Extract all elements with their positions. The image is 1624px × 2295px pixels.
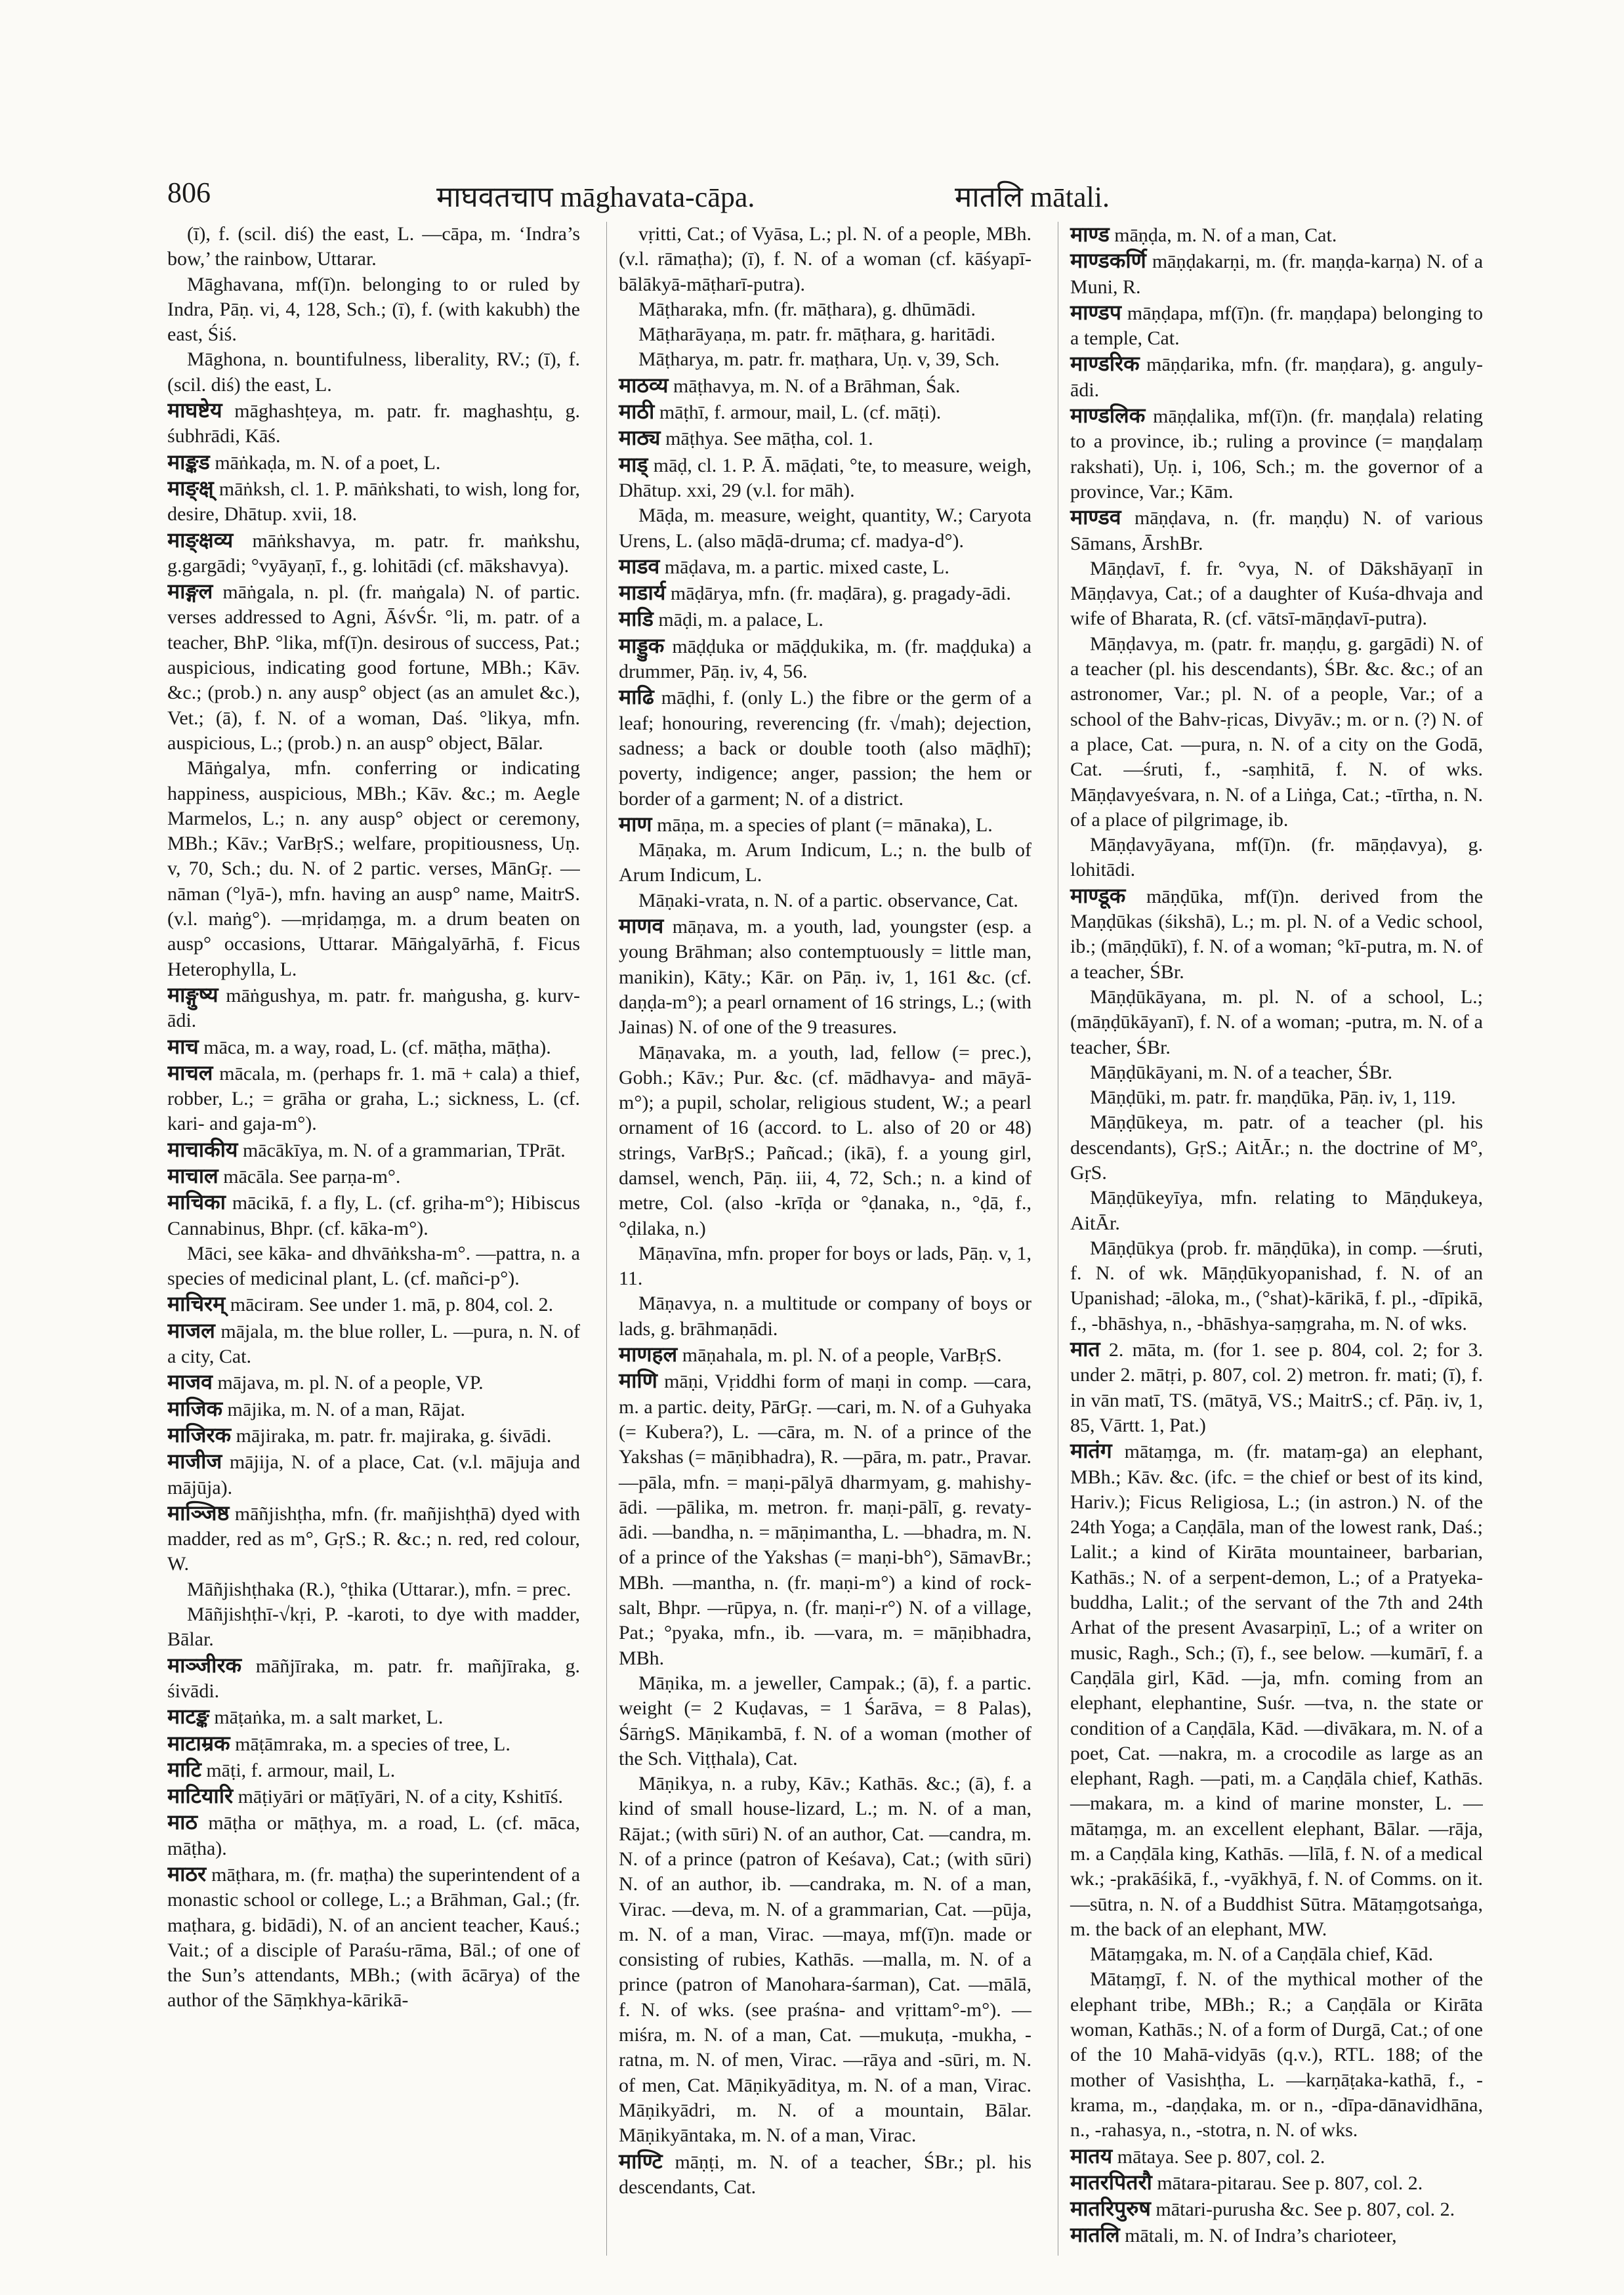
- dictionary-entry: [167, 1369, 580, 1396]
- devanagari-headword: माजिरक: [167, 1422, 232, 1447]
- devanagari-headword: मातरिपुरुष: [1070, 2196, 1151, 2222]
- devanagari-headword: माठर: [167, 1861, 207, 1886]
- entry-text: mātaya. See p. 807, col. 2.: [1117, 2145, 1325, 2168]
- entry-text: Māṇḍavya, m. (patr. fr. maṇḍu, g. gargādi) N. of a teacher (pl. his descendants), ŚBr. &c. &c.; of an astronomer, Var.; pl. N. of a people, Var.; of a school of the Bahv-ṛicas, Divyāv.; m. or n. (?) N. of a place, Cat. —pura, n. N. of a city on the Godā, Cat. —śruti, f., -saṃhitā, f. N. of wks. Māṇḍavyeśvara, n. N. of a Liṅga, Cat.; -tīrtha, n. N. of a place of pilgrimage, ib.: [1070, 632, 1483, 831]
- entry-text: māṅkshavya, m. patr. fr. maṅkshu, g.gargādi; °vyāyaṇī, f., g. lohitādi (cf. mākshavya).: [167, 529, 580, 577]
- devanagari-headword: माणहल: [619, 1342, 678, 1367]
- devanagari-headword: माचल: [167, 1060, 213, 1085]
- dictionary-entry: [1070, 2170, 1483, 2196]
- dictionary-entry: [619, 1241, 1031, 1292]
- dictionary-entry: [167, 272, 580, 348]
- dictionary-entry: [1070, 300, 1483, 352]
- page-number: 806: [167, 176, 211, 209]
- dictionary-entry: [619, 913, 1031, 1040]
- devanagari-headword: माजल: [167, 1317, 215, 1343]
- dictionary-entry: [1070, 2222, 1483, 2248]
- entry-text: māca, m. a way, road, L. (cf. māṭha, māṭha).: [203, 1036, 551, 1058]
- dictionary-entry: [1070, 1085, 1483, 1110]
- entry-text: Māṇḍavyāyana, mf(ī)n. (fr. māṇḍavya), g. lohitādi.: [1070, 834, 1483, 881]
- dictionary-entry: [1070, 1060, 1483, 1085]
- entry-text: Māḍa, m. measure, weight, quantity, W.; Caryota Urens, L. (also māḍā-druma; cf. madya-d°).: [619, 505, 1031, 552]
- dictionary-columns: [167, 222, 1483, 2256]
- devanagari-headword: माच: [167, 1033, 199, 1059]
- dictionary-entry: [167, 1500, 580, 1577]
- devanagari-headword: माङ्गल: [167, 579, 213, 604]
- dictionary-entry: [619, 812, 1031, 838]
- entry-text: māḍhi, f. (only L.) the fibre or the germ of a leaf; honouring, reverencing (fr. √mah); dejection, sadness; a back or double tooth (also māḍhī); poverty, indigence; anger, passion; the hem or border of a garment; N. of a district.: [619, 687, 1031, 810]
- entry-text: māṭi, f. armour, mail, L.: [206, 1759, 396, 1781]
- devanagari-headword: माडार्य: [619, 580, 666, 606]
- devanagari-headword: माङ्क्षव्य: [167, 527, 234, 552]
- entry-text: māciram. See under 1. mā, p. 804, col. 2.: [230, 1294, 554, 1316]
- entry-text: māṭhya. See māṭha, col. 1.: [665, 428, 873, 450]
- dictionary-entry: [619, 1342, 1031, 1368]
- dictionary-entry: [1070, 505, 1483, 556]
- entry-text: mātaṃga, m. (fr. mataṃ-ga) an elephant, MBh.; Kāv. &c. (ifc. = the chief or best of its kind, Hariv.); Ficus Religiosa, L.; (in astron.) N. of the 24th Yoga; a Caṇḍāla, man of the lowest rank, Daś.; Lalit.; a kind of Kirāta mountaineer, barbarian, Kathās.; N. of a serpent-demon, L.; of a Pratyeka-buddha, Lalit.; of the servant of the 7th and 24th Arhat of the present Avasarpiṇī, L.; of a writer on music, Ragh., Sch.; (ī), f., see below. —kumārī, f. a Caṇḍāla girl, Kād. —ja, mfn. coming from an elephant, elephantine, Suśr. —tva, n. the state or condition of a Caṇḍāla, Kād. —divākara, m. N. of a poet, Cat. —nakra, m. a crocodile as large as an elephant, Ragh. —pati, m. a Caṇḍāla chief, Kathās. —makara, m. a kind of marine monster, L. —mātaṃga, m. an excellent elephant, Bālar. —rāja, m. a Caṇḍāla king, Kathās. —līlā, f. N. of a medical wk.; -prakāśikā, f., -vyākhyā, f. N. of Comms. on it. —sūtra, n. N. of a Buddhist Sūtra. Mātaṃgotsaṅga, m. the back of an elephant, MW.: [1070, 1441, 1483, 1940]
- entry-text: mātali, m. N. of Indra’s charioteer,: [1125, 2225, 1397, 2247]
- entry-text: māṭhara, m. (fr. maṭha) the superintendent of a monastic school or college, L.; a Brāhman, Gal.; (fr. maṭhara, g. bidādi), N. of an ancient teacher, Kauś.; Vait.; of a disciple of Paraśu-rāma, Bāl.; of one of the Sun’s attendants, MBh.; (with ācārya) of the author of the Sāṃkhya-kārikā-: [167, 1864, 580, 2012]
- dictionary-entry: [619, 606, 1031, 632]
- dictionary-entry: [619, 222, 1031, 297]
- dictionary-entry: [619, 322, 1031, 347]
- entry-text: Māṇḍūki, m. patr. fr. maṇḍūka, Pāṇ. iv, 1, 119.: [1090, 1086, 1456, 1109]
- devanagari-headword: मातलि: [1070, 2222, 1120, 2248]
- dictionary-entry: [1070, 1236, 1483, 1336]
- entry-text: māṭaṅka, m. a salt market, L.: [214, 1706, 444, 1729]
- dictionary-entry: [167, 1318, 580, 1370]
- devanagari-headword: माण्डप: [1070, 299, 1121, 325]
- dictionary-entry: [167, 1189, 580, 1241]
- dictionary-entry: [619, 838, 1031, 888]
- dictionary-entry: [1070, 985, 1483, 1060]
- entry-text: mājika, m. N. of a man, Rājat.: [227, 1398, 465, 1420]
- dictionary-entry: [167, 1449, 580, 1500]
- entry-text: mācikā, f. a fly, L. (cf. gṛiha-m°); Hibiscus Cannabinus, Bhpr. (cf. kāka-m°).: [167, 1192, 580, 1239]
- devanagari-headword: माटाम्रक: [167, 1730, 230, 1756]
- entry-text: mājava, m. pl. N. of a people, VP.: [217, 1372, 484, 1394]
- dictionary-entry: [619, 373, 1031, 399]
- entry-text: mājija, N. of a place, Cat. (v.l. mājuja and mājūja).: [167, 1451, 580, 1499]
- dictionary-entry: [167, 1704, 580, 1730]
- entry-text: māṭha or māṭhya, m. a road, L. (cf. māca, māṭha).: [167, 1812, 580, 1859]
- dictionary-entry: [619, 888, 1031, 913]
- dictionary-entry: [167, 1034, 580, 1060]
- devanagari-headword: माटङ्क: [167, 1704, 209, 1729]
- devanagari-headword: माणि: [619, 1368, 657, 1394]
- entry-text: 2. māta, m. (for 1. see p. 804, col. 2; for 3. under 2. mātṛi, p. 807, col. 2) metron. fr. mati; (ī), f. in vān matī, TS. (mātyā, VS.; MaitrS.; cf. Pāṇ. iv, 1, 85, Vārtt. 1, Pat.): [1070, 1339, 1483, 1436]
- dictionary-entry: [1070, 883, 1483, 985]
- devanagari-headword: माचाकीय: [167, 1136, 238, 1162]
- entry-text: māṇḍarika, mfn. (fr. maṇḍara), g. anguly-ādi.: [1070, 354, 1483, 401]
- devanagari-headword: माञ्जीरक: [167, 1652, 242, 1678]
- dictionary-entry: [167, 476, 580, 527]
- entry-text: Māṇḍūkeya, m. patr. of a teacher (pl. his descendants), GṛS.; AitĀr.; n. the doctrine of M°, GṛS.: [1070, 1111, 1483, 1184]
- dictionary-entry: [167, 1137, 580, 1163]
- dictionary-entry: [619, 452, 1031, 504]
- entry-text: Māṇḍavī, f. fr. °vya, N. of Dākshāyaṇī in Māṇḍavya, Cat.; of a daughter of Kuśa-dhvaja and wife of Bharata, R. (cf. vātsī-māṇḍavī-putra).: [1070, 557, 1483, 630]
- dictionary-entry: [1070, 2143, 1483, 2170]
- entry-text: mācāla. See parṇa-m°.: [223, 1165, 401, 1188]
- dictionary-entry: [167, 527, 580, 579]
- devanagari-headword: माण्ड: [1070, 222, 1110, 247]
- entry-text: Mātaṃgī, f. N. of the mythical mother of the elephant tribe, MBh.; R.; a Caṇḍāla or Kirāta woman, Kathās.; N. of a form of Durgā, Cat.; of one of the 10 Mahā-vidyās (q.v.), RTL. 188; of the mother of Vasishṭha, L. —karṇāṭaka-kathā, f., -krama, m., -daṇḍaka, m. or n., -dīpa-dānavidhāna, n., -rahasya, n., -stotra, n. N. of wks.: [1070, 1968, 1483, 2141]
- dictionary-entry: [1070, 248, 1483, 300]
- entry-text: Māñjishṭhī-√kṛi, P. -karoti, to dye with madder, Bālar.: [167, 1603, 580, 1651]
- devanagari-headword: माङ्क्ष्: [167, 475, 214, 501]
- dictionary-entry: [167, 1291, 580, 1317]
- page-header: [167, 176, 1483, 222]
- devanagari-headword: माण: [619, 811, 652, 837]
- dictionary-entry: [1070, 1110, 1483, 1186]
- entry-text: Māghavana, mf(ī)n. belonging to or ruled by Indra, Pāṇ. vi, 4, 128, Sch.; (ī), f. (with kakubh) the east, Śiś.: [167, 273, 580, 346]
- dictionary-entry: [1070, 556, 1483, 632]
- dictionary-entry: [1070, 1186, 1483, 1236]
- entry-text: māṇava, m. a youth, lad, youngster (esp. a young Brāhman; also contemptuously = little man, manikin), Kāty.; Kār. on Pāṇ. iv, 1, 161 &c. (cf. daṇḍa-m°); a pearl ornament of 16 strings, L.; (with Jainas) N. of one of the 9 treasures.: [619, 916, 1031, 1039]
- devanagari-headword: माण्डूक: [1070, 882, 1126, 908]
- dictionary-entry: [1070, 1967, 1483, 2143]
- devanagari-headword: माड्: [619, 451, 648, 477]
- dictionary-entry: [167, 1060, 580, 1137]
- dictionary-entry: [167, 1602, 580, 1653]
- right-running-head: मातलि mātali.: [955, 181, 1110, 213]
- dictionary-entry: [167, 756, 580, 982]
- entry-text: māṇḍakarṇi, m. (fr. maṇḍa-karṇa) N. of a Muni, R.: [1070, 251, 1483, 298]
- devanagari-headword: माङ्गुष्य: [167, 982, 219, 1007]
- dictionary-entry: [167, 1757, 580, 1783]
- dictionary-entry: [619, 297, 1031, 322]
- entry-text: māṅgala, n. pl. (fr. maṅgala) N. of partic. verses addressed to Agni, ĀśvŚr. °li, m. patr. of a teacher, BhP. °lika, mf(ī)n. desirous of success, Pat.; auspicious, indicating good fortune, MBh.; Kāv. &c.; (prob.) n. any ausp° object (as an amulet &c.), Vet.; (ā), f. N. of a woman, Daś. °likya, mfn. auspicious, L.; (prob.) n. an ausp° object, Bālar.: [167, 581, 580, 754]
- entry-text: māñjīraka, m. patr. fr. mañjīraka, g. śivādi.: [167, 1655, 580, 1702]
- entry-text: Māṇaki-vrata, n. N. of a partic. observance, Cat.: [638, 889, 1018, 911]
- entry-text: Māṇḍūkya (prob. fr. māṇḍūka), in comp. —śruti, f. N. of wk. Māṇḍūkyopanishad, f. N. of an Upanishad; -āloka, m., (°shat)-kārikā, f. pl., -dīpikā, f., -bhāshya, n., -bhāshya-saṃgraha, m. N. of wks.: [1070, 1237, 1483, 1334]
- dictionary-entry: [167, 1241, 580, 1292]
- dictionary-entry: [167, 579, 580, 756]
- devanagari-headword: माटि: [167, 1756, 201, 1782]
- dictionary-entry: [619, 2149, 1031, 2201]
- dictionary-entry: [619, 684, 1031, 811]
- entry-text: mātara-pitarau. See p. 807, col. 2.: [1157, 2172, 1423, 2194]
- dictionary-entry: [1070, 1942, 1483, 1967]
- devanagari-headword: माणव: [619, 913, 664, 939]
- column-3: [1058, 222, 1483, 2256]
- entry-text: māghashṭeya, m. patr. fr. maghashṭu, g. śubhrādi, Kāś.: [167, 400, 580, 447]
- devanagari-headword: माण्डकर्णि: [1070, 248, 1146, 274]
- devanagari-headword: माठव्य: [619, 372, 669, 398]
- dictionary-entry: [619, 1041, 1031, 1241]
- dictionary-entry: [167, 1861, 580, 2014]
- entry-text: māṭāmraka, m. a species of tree, L.: [235, 1733, 510, 1755]
- entry-text: māṇi, Vṛiddhi form of maṇi in comp. —cara, m. a partic. deity, PārGṛ. —cari, m. N. of a Guhyaka (= Kubera?), L. —cāra, m. N. of a prince of the Yakshas (= māṇibhadra), R. —pāra, m. patr., Pravar. —pāla, mfn. = maṇi-pālyā dharmyam, g. mahishy-ādi. —pālika, m. metron. fr. maṇi-pālī, g. revaty-ādi. —bandha, n. = māṇimantha, L. —bhadra, m. N. of a prince of the Yakshas (= maṇi-bh°), SāmavBr.; MBh. —mantha, n. (fr. maṇi-m°) a kind of rock-salt, Bhpr. —rūpya, n. (fr. maṇi-r°) N. of a village, Pat.; °pyaka, mfn., ib. —vara, m. = māṇibhadra, MBh.: [619, 1371, 1031, 1669]
- dictionary-entry: [619, 425, 1031, 451]
- dictionary-entry: [167, 1783, 580, 1809]
- entry-text: māṇḍava, n. (fr. maṇḍu) N. of various Sāmans, ĀrshBr.: [1070, 507, 1483, 554]
- dictionary-entry: [619, 554, 1031, 580]
- column-2: [606, 222, 1031, 2256]
- devanagari-headword: मात: [1070, 1336, 1100, 1362]
- devanagari-headword: मातय: [1070, 2143, 1113, 2168]
- left-running-head: माघवतचाप māghavata-cāpa.: [436, 181, 755, 213]
- entry-text: māñjishṭha, mfn. (fr. mañjishṭhā) dyed with madder, red as m°, GṛS.; R. &c.; n. red, red colour, W.: [167, 1502, 580, 1575]
- devanagari-headword: माठी: [619, 399, 655, 424]
- devanagari-headword: माञ्जिष्ठ: [167, 1500, 230, 1525]
- dictionary-entry: [619, 1291, 1031, 1342]
- entry-text: māṇṭi, m. N. of a teacher, ŚBr.; pl. his descendants, Cat.: [619, 2151, 1031, 2198]
- dictionary-entry: [167, 398, 580, 449]
- devanagari-headword: मातरपितरौ: [1070, 2169, 1152, 2195]
- entry-text: māḍi, m. a palace, L.: [658, 609, 823, 631]
- entry-text: māḍḍuka or māḍḍukika, m. (fr. maḍḍuka) a drummer, Pāṇ. iv, 4, 56.: [619, 635, 1031, 683]
- dictionary-entry: [619, 503, 1031, 554]
- entry-text: māḍava, m. a partic. mixed caste, L.: [664, 556, 949, 578]
- entry-text: māṇḍalika, mf(ī)n. (fr. maṇḍala) relating to a province, ib.; ruling a province (= maṇḍalaṃ rakshati), Uṇ. i, 106, Sch.; m. the governor of a province, Var.; Kām.: [1070, 405, 1483, 503]
- devanagari-headword: माचाल: [167, 1163, 219, 1188]
- dictionary-entry: [167, 449, 580, 476]
- entry-text: māḍārya, mfn. (fr. maḍāra), g. pragady-ādi.: [670, 583, 1011, 605]
- entry-text: māṅkaḍa, m. N. of a poet, L.: [215, 451, 441, 474]
- devanagari-headword: माघष्टेय: [167, 398, 222, 423]
- entry-text: mājala, m. the blue roller, L. —pura, n. N. of a city, Cat.: [167, 1320, 580, 1368]
- devanagari-headword: माठ्य: [619, 425, 661, 451]
- dictionary-entry: [167, 222, 580, 272]
- dictionary-entry: [1070, 833, 1483, 883]
- devanagari-headword: माण्डव: [1070, 505, 1121, 530]
- entry-text: māṇḍa, m. N. of a man, Cat.: [1114, 224, 1337, 246]
- entry-text: Māṅgalya, mfn. conferring or indicating happiness, auspicious, MBh.; Kāv. &c.; m. Aegle Marmelos, L.; n. any ausp° object or ceremony, MBh.; Kāv.; VarBṛS.; welfare, propitiousness, Uṇ. v, 70, Sch.; du. N. of 2 partic. verses, MānGṛ. —nāman (°lyā-), mfn. having an ausp° name, MaitrS. (v.l. maṅg°). —mṛidaṃga, m. a drum beaten on ausp° occasions, Uttarar. Māṅgalyārhā, f. Ficus Heterophylla, L.: [167, 757, 580, 980]
- dictionary-entry: [1070, 351, 1483, 403]
- devanagari-headword: माढि: [619, 684, 654, 710]
- dictionary-entry: [619, 633, 1031, 685]
- entry-text: māṇḍūka, mf(ī)n. derived from the Maṇḍūkas (śikshā), L.; m. pl. N. of a Vedic school, ib.; (māṇḍūkī), f. N. of a woman; °kī-putra, m. N. of a teacher, ŚBr.: [1070, 885, 1483, 983]
- dictionary-entry: [167, 1396, 580, 1422]
- dictionary-entry: [1070, 1438, 1483, 1942]
- entry-text: Māṇḍūkāyani, m. N. of a teacher, ŚBr.: [1090, 1061, 1393, 1083]
- entry-text: māṅksh, cl. 1. P. māṅkshati, to wish, long for, desire, Dhātup. xvii, 18.: [167, 478, 580, 526]
- devanagari-headword: माड्डुक: [619, 632, 665, 658]
- dictionary-entry: [167, 347, 580, 398]
- devanagari-headword: माजीज: [167, 1449, 222, 1474]
- entry-text: Māṇavya, n. a multitude or company of boys or lads, g. brāhmaṇādi.: [619, 1292, 1031, 1340]
- entry-text: Māṇika, m. a jeweller, Campak.; (ā), f. a partic. weight (= 2 Kuḍavas, = 1 Śarāva, = 8 Palas), ŚārṅgS. Māṇikambā, f. N. of a woman (mother of the Sch. Viṭṭhala), Cat.: [619, 1672, 1031, 1769]
- entry-text: māṭhī, f. armour, mail, L. (cf. māṭi).: [659, 402, 942, 424]
- entry-text: Māṇaka, m. Arum Indicum, L.; n. the bulb of Arum Indicum, L.: [619, 839, 1031, 886]
- entry-text: mācākīya, m. N. of a grammarian, TPrāt.: [242, 1139, 566, 1161]
- entry-text: māṭhavya, m. N. of a Brāhman, Śak.: [673, 375, 961, 397]
- entry-text: Māṇavaka, m. a youth, lad, fellow (= prec.), Gobh.; Kāv.; Pur. &c. (cf. mādhavya- and māyā-m°); a pupil, scholar, religious student, W.; a pearl ornament of 16 (accord. to L. also of 20 or 48) strings, VarBṛS.; Pañcad.; (ikā), f. a young girl, damsel, wench, Pāṇ. iii, 4, 72, Sch.; n. a kind of metre, Col. (also -krīḍa or °ḍanaka, n., °ḍā, f., °ḍilaka, n.): [619, 1041, 1031, 1239]
- dictionary-entry: [167, 1653, 580, 1705]
- entry-text: māṅgushya, m. patr. fr. maṅgusha, g. kurv-ādi.: [167, 984, 580, 1032]
- devanagari-headword: माङ्कड: [167, 449, 210, 474]
- dictionary-entry: [167, 1422, 580, 1449]
- entry-text: Māñjishṭhaka (R.), °ṭhika (Uttarar.), mfn. = prec.: [187, 1578, 572, 1600]
- entry-text: mācala, m. (perhaps fr. 1. mā + cala) a thief, robber, L.; = grāha or graha, L.; sickness, L. (cf. kari- and gaja-m°).: [167, 1062, 580, 1135]
- devanagari-headword: माडव: [619, 553, 660, 579]
- dictionary-entry: [619, 347, 1031, 372]
- dictionary-entry: [1070, 403, 1483, 505]
- entry-text: Māṇikya, n. a ruby, Kāv.; Kathās. &c.; (ā), f. a kind of small house-lizard, L.; m. N. of a man, Rājat.; (with sūri) N. of an author, Cat. —candra, m. N. of a prince (patron of Keśava), Cat.; (with sūri) N. of an author, ib. —candraka, m. N. of a man, Virac. —deva, m. N. of a grammarian, Cat. —pūja, m. N. of a man, Virac. —maya, mf(ī)n. made or consisting of rubies, Kathās. —malla, m. N. of a prince (patron of Manohara-śarman), Cat. —mālā, f. N. of wks. (see praśna- and vṛittam°-m°). —miśra, m. N. of a man, Cat. —mukuṭa, -mukha, -ratna, m. N. of men, Virac. —rāya and -sūri, m. N. of men, Cat. Māṇikyāditya, m. N. of a man, Virac. Māṇikyādri, m. N. of a mountain, Bālar. Māṇikyāntaka, m. N. of a man, Virac.: [619, 1773, 1031, 2147]
- entry-text: Māṇavīna, mfn. proper for boys or lads, Pāṇ. v, 1, 11.: [619, 1242, 1031, 1290]
- column-1: [167, 222, 580, 2256]
- dictionary-entry: [1070, 222, 1483, 248]
- entry-text: mājiraka, m. patr. fr. majiraka, g. śivādi.: [236, 1424, 552, 1447]
- entry-text: māḍ, cl. 1. P. Ā. māḍati, °te, to measure, weigh, Dhātup. xxi, 29 (v.l. for māh).: [619, 454, 1031, 501]
- entry-text: māṇḍapa, mf(ī)n. (fr. maṇḍapa) belonging to a temple, Cat.: [1070, 302, 1483, 350]
- devanagari-headword: माडि: [619, 606, 654, 632]
- dictionary-entry: [619, 580, 1031, 606]
- entry-text: Māṇḍūkāyana, m. pl. N. of a school, L.; (māṇḍūkāyanī), f. N. of a woman; -putra, m. N. of a teacher, ŚBr.: [1070, 985, 1483, 1058]
- dictionary-entry: [1070, 1336, 1483, 1438]
- dictionary-entry: [167, 982, 580, 1034]
- entry-text: māṇahala, m. pl. N. of a people, VarBṛS.: [682, 1344, 1002, 1367]
- dictionary-entry: [167, 1163, 580, 1189]
- entry-text: Māci, see kāka- and dhvāṅksha-m°. —pattra, n. a species of medicinal plant, L. (cf. mañci-p°).: [167, 1242, 580, 1290]
- dictionary-entry: [619, 1671, 1031, 1771]
- devanagari-headword: माण्डरिक: [1070, 351, 1140, 377]
- entry-text: Māṇḍūkeyīya, mfn. relating to Māṇḍukeya, AitĀr.: [1070, 1187, 1483, 1234]
- dictionary-entry: [1070, 2196, 1483, 2222]
- entry-text: mātari-purusha &c. See p. 807, col. 2.: [1156, 2199, 1455, 2221]
- devanagari-headword: माठ: [167, 1809, 198, 1835]
- entry-text: Māṭharāyaṇa, m. patr. fr. māṭhara, g. haritādi.: [638, 323, 995, 346]
- dictionary-entry: [619, 1771, 1031, 2148]
- entry-text: (ī), f. (scil. diś) the east, L. —cāpa, m. ‘Indra’s bow,’ the rainbow, Uttarar.: [167, 223, 580, 270]
- entry-text: Māṭharaka, mfn. (fr. māṭhara), g. dhūmādi.: [638, 298, 976, 320]
- entry-text: Mātaṃgaka, m. N. of a Caṇḍāla chief, Kād.: [1090, 1943, 1434, 1966]
- entry-text: māṭiyāri or māṭīyāri, N. of a city, Kshitīś.: [238, 1786, 564, 1808]
- dictionary-entry: [1070, 632, 1483, 833]
- dictionary-entry: [619, 1368, 1031, 1671]
- devanagari-headword: माण्डलिक: [1070, 403, 1146, 428]
- entry-text: vṛitti, Cat.; of Vyāsa, L.; pl. N. of a people, MBh. (v.l. rāmaṭha); (ī), f. N. of a woman (cf. kāśyapī-bālākyā-māṭharī-putra).: [619, 223, 1031, 295]
- devanagari-headword: माण्टि: [619, 2148, 663, 2174]
- dictionary-entry: [619, 399, 1031, 425]
- devanagari-headword: मातंग: [1070, 1438, 1112, 1464]
- dictionary-entry: [167, 1577, 580, 1602]
- devanagari-headword: माचिका: [167, 1189, 226, 1215]
- dictionary-entry: [167, 1731, 580, 1757]
- dictionary-entry: [167, 1809, 580, 1861]
- entry-text: Māghona, n. bountifulness, liberality, RV.; (ī), f. (scil. diś) the east, L.: [167, 348, 580, 396]
- devanagari-headword: माजव: [167, 1369, 213, 1395]
- devanagari-headword: माचिरम्: [167, 1291, 226, 1317]
- entry-text: māṇa, m. a species of plant (= mānaka), L.: [657, 814, 993, 836]
- devanagari-headword: माटियारि: [167, 1783, 234, 1809]
- devanagari-headword: माजिक: [167, 1396, 223, 1421]
- entry-text: Māṭharya, m. patr. fr. maṭhara, Uṇ. v, 39, Sch.: [638, 348, 1000, 371]
